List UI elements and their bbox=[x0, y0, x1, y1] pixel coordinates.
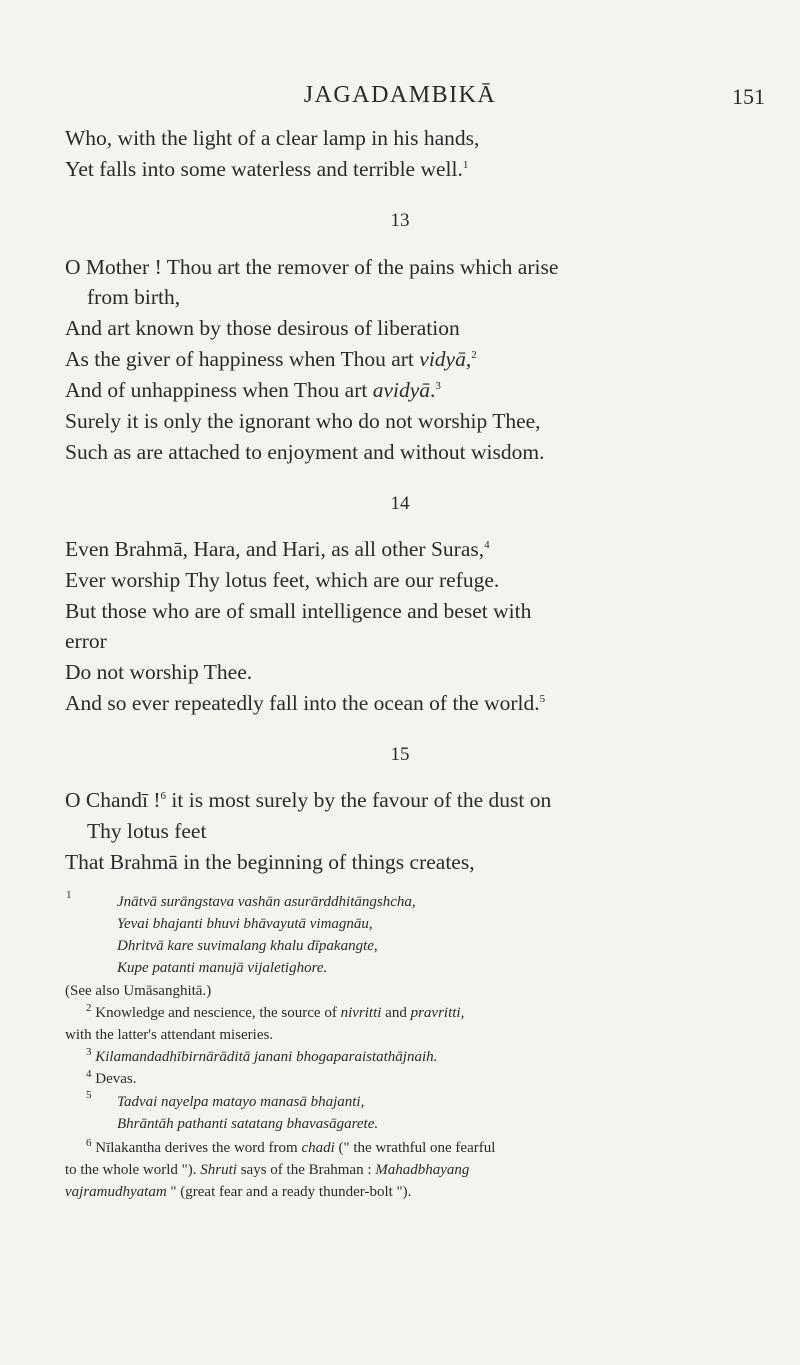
verse-line: And of unhappiness when Thou art avidyā.$^3$ bbox=[65, 378, 441, 402]
term-avidya: avidyā bbox=[372, 378, 431, 402]
footnote-mark: 6 bbox=[86, 1137, 92, 1149]
verse-line: Even Brahmā, Hara, and Hari, as all other Suras,$^4$ bbox=[65, 537, 490, 561]
verse-line: Ever worship Thy lotus feet, which are our refuge. bbox=[65, 568, 500, 592]
verse-line: And so ever repeatedly fall into the ocean of the world.$^5$ bbox=[65, 691, 546, 715]
footnote-text: Dhritvā kare suvimalang khalu dīpakangte, bbox=[117, 938, 378, 954]
verse-line: Thy lotus feet bbox=[87, 819, 207, 843]
footnote-text: to the whole world "). Shruti says of the Brahman : Mahadbhayang bbox=[65, 1162, 470, 1178]
footnote-text: vajramudhyatam " (great fear and a ready thunder-bolt "). bbox=[65, 1184, 412, 1200]
footnote-text: Tadvai nayelpa matayo manasā bhajanti, bbox=[117, 1094, 365, 1110]
footnote-text: Yevai bhajanti bhuvi bhāvayutā vimagnāu, bbox=[117, 916, 373, 932]
stanza-number: 15 bbox=[390, 744, 410, 765]
verse-line: As the giver of happiness when Thou art vidyā,$^2$ bbox=[65, 347, 477, 371]
verse-line: from birth, bbox=[87, 285, 181, 309]
footnote-text: Jnātvā surāngstava vashān asurārddhitāngshcha, bbox=[117, 894, 416, 910]
verse-line: And art known by those desirous of liberation bbox=[65, 316, 460, 340]
verse-line: O Chandī !$^6$ it is most surely by the favour of the dust on bbox=[65, 788, 552, 812]
stanza-number: 14 bbox=[390, 493, 410, 514]
footnote-ref: 4 bbox=[484, 538, 490, 551]
verse-line: Surely it is only the ignorant who do not worship Thee, bbox=[65, 409, 541, 433]
verse-line: But those who are of small intelligence and beset with bbox=[65, 599, 532, 623]
footnote-text: $^6$ Nīlakantha derives the word from chadi (" the wrathful one fearful bbox=[86, 1137, 496, 1156]
footnote-mark: 3 bbox=[86, 1046, 92, 1058]
footnote-ref: 2 bbox=[471, 348, 477, 361]
page-header bbox=[0, 82, 800, 116]
footnote-ref: 6 bbox=[160, 789, 167, 802]
footnote-mark: 2 bbox=[86, 1002, 92, 1014]
footnote-ref: 1 bbox=[462, 158, 469, 171]
footnote-mark: 1 bbox=[66, 889, 72, 901]
verse-line: Yet falls into some waterless and terrible well.$^1$ bbox=[65, 157, 469, 181]
page-number: 151 bbox=[732, 84, 765, 109]
footnote-text: with the latter's attendant miseries. bbox=[65, 1027, 274, 1043]
verse-line: Do not worship Thee. bbox=[65, 660, 253, 684]
footnote-text: Bhrāntāh pathanti satatang bhavasāgarete. bbox=[117, 1116, 379, 1132]
stanza-number: 13 bbox=[390, 210, 410, 231]
term-vidya: vidyā bbox=[419, 347, 466, 371]
footnote-ref: 5 bbox=[539, 692, 546, 705]
footnote-text: $^4$ Devas. bbox=[86, 1068, 137, 1087]
footnote-ref: 3 bbox=[435, 379, 441, 392]
verse-line: Who, with the light of a clear lamp in his hands, bbox=[65, 126, 480, 150]
footnote-text: $^3$ Kilamandadhībirnārāditā janani bhogaparaistathājnaih. bbox=[86, 1046, 438, 1065]
footnote-mark: 5 bbox=[86, 1089, 92, 1101]
footnote-text: $^2$ Knowledge and nescience, the source of nivritti and pravritti, bbox=[86, 1002, 465, 1021]
verse-line: That Brahmā in the beginning of things creates, bbox=[65, 850, 475, 874]
footnote-text: Kupe patanti manujā vijaletighore. bbox=[117, 960, 328, 976]
verse-line: error bbox=[65, 629, 107, 653]
footnote-text: (See also Umāsanghitā.) bbox=[65, 983, 212, 999]
verse-line: O Mother ! Thou art the remover of the pains which arise bbox=[65, 255, 559, 279]
running-title: JAGADAMBIKĀ bbox=[303, 82, 497, 108]
verse-line: Such as are attached to enjoyment and without wisdom. bbox=[65, 440, 545, 464]
footnote-mark: 4 bbox=[86, 1068, 92, 1080]
